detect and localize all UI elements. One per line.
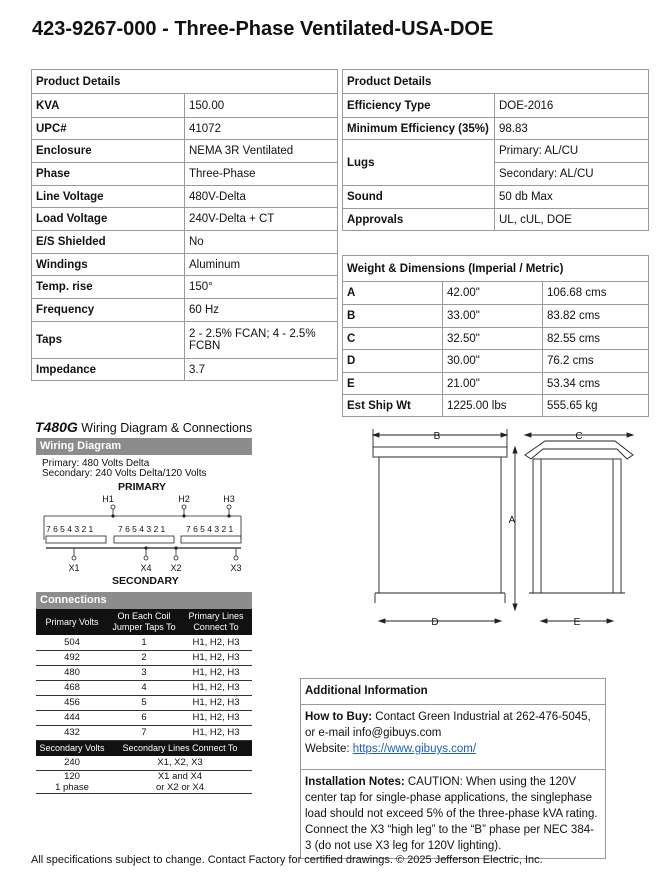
dimension-label: C (343, 328, 443, 350)
product-detail-row (32, 208, 338, 231)
weight-dimensions-header: Weight & Dimensions (Imperial / Metric) (343, 256, 649, 282)
dimension-metric: 76.2 cms (543, 350, 649, 373)
secondary-connection-row (36, 771, 252, 794)
how-to-buy-section (301, 705, 605, 770)
dimension-row (343, 282, 649, 305)
sound-value: 50 db Max (495, 186, 649, 209)
product-detail-label: Windings (32, 254, 185, 276)
wiring-secondary-line: Secondary: 240 Volts Delta/120 Volts (42, 468, 207, 479)
lugs-label: Lugs (343, 140, 495, 186)
primary-connection-cell: 3 (108, 665, 180, 680)
secondary-connection-cell: X1 and X4 or X2 or X4 (108, 771, 252, 794)
product-detail-label: Load Voltage (32, 208, 185, 231)
additional-information-header: Additional Information (301, 679, 605, 705)
dimension-row (343, 350, 649, 373)
website-label: Website: (305, 743, 350, 755)
secondary-header-row (36, 740, 252, 756)
product-detail-value: 41072 (185, 118, 338, 140)
product-detail-value: 60 Hz (185, 299, 338, 322)
primary-connection-cell: 504 (36, 635, 108, 650)
efficiency-type-label: Efficiency Type (343, 94, 495, 118)
dimension-drawing (365, 425, 640, 635)
product-detail-label: Temp. rise (32, 276, 185, 299)
primary-connection-cell: 456 (36, 695, 108, 710)
primary-connection-row (36, 695, 252, 710)
wiring-diagram-bar: Wiring Diagram (36, 438, 252, 455)
primary-header-row (36, 609, 252, 635)
dimension-label-b: B (433, 431, 441, 442)
product-detail-row (32, 276, 338, 299)
product-detail-value: NEMA 3R Ventilated (185, 140, 338, 163)
dimension-imperial: 42.00" (443, 282, 543, 305)
dimension-label: B (343, 305, 443, 328)
how-to-buy-text: Contact Green Industrial at 262-476-5045, or e-mail info@gibuys.com (305, 711, 591, 739)
min-efficiency-label: Minimum Efficiency (35%) (343, 118, 495, 140)
lugs-primary: Primary: AL/CU (495, 140, 649, 163)
product-detail-row (32, 299, 338, 322)
wiring-diagram-graphic (36, 492, 252, 574)
website-link[interactable]: https://www.gibuys.com/ (352, 743, 477, 755)
product-details-table-right (342, 69, 649, 231)
primary-connection-cell: 6 (108, 710, 180, 725)
product-detail-value: 480V-Delta (185, 186, 338, 208)
primary-connection-cell: H1, H2, H3 (180, 710, 252, 725)
wiring-title-suffix: Wiring Diagram & Connections (81, 421, 253, 435)
dimension-imperial: 1225.00 lbs (443, 395, 543, 417)
product-detail-row (32, 118, 338, 140)
dimension-metric: 83.82 cms (543, 305, 649, 328)
product-detail-value: 150.00 (185, 94, 338, 118)
primary-header-cell: Primary Volts (36, 609, 108, 635)
primary-connection-cell: H1, H2, H3 (180, 695, 252, 710)
secondary-header-cell: Secondary Lines Connect To (108, 740, 252, 756)
sound-label: Sound (343, 186, 495, 209)
secondary-header-cell: Secondary Volts (36, 740, 108, 756)
wiring-primary-line: Primary: 480 Volts Delta (42, 458, 150, 469)
product-detail-label: Enclosure (32, 140, 185, 163)
primary-connection-cell: H1, H2, H3 (180, 650, 252, 665)
primary-connection-row (36, 665, 252, 680)
primary-connection-cell: 2 (108, 650, 180, 665)
tap-numbers-coil-3: 7 6 5 4 3 2 1 (186, 524, 234, 534)
installation-notes-text: CAUTION: When using the 120V center tap for single-phase applications, the singlephase load should not exceed 5% of the three-phase kVA rating. Connect the X3 “high leg” to the “B” phase per NEC 384- 3 (do not use X3 leg for 120V lighting). (305, 776, 598, 852)
product-detail-row (32, 231, 338, 254)
terminal-label-x3: X3 (230, 563, 242, 573)
primary-connection-row (36, 635, 252, 650)
additional-information (300, 678, 606, 859)
product-detail-value: 150° (185, 276, 338, 299)
efficiency-type-value: DOE-2016 (495, 94, 649, 118)
primary-connection-cell: H1, H2, H3 (180, 725, 252, 740)
terminal-label-x2: X2 (170, 563, 182, 573)
installation-notes-label: Installation Notes: (305, 776, 405, 788)
product-detail-row (32, 94, 338, 118)
dimension-label: Est Ship Wt (343, 395, 443, 417)
primary-connection-cell: H1, H2, H3 (180, 635, 252, 650)
product-detail-row (32, 186, 338, 208)
primary-connection-row (36, 680, 252, 695)
dimension-metric: 106.68 cms (543, 282, 649, 305)
primary-connection-cell: 492 (36, 650, 108, 665)
wiring-title (35, 419, 252, 435)
wiring-model: T480G (35, 419, 78, 435)
product-detail-row (32, 359, 338, 381)
dimension-label-e: E (573, 617, 581, 628)
dimension-row (343, 373, 649, 395)
installation-notes-section (301, 770, 605, 858)
dimension-label: D (343, 350, 443, 373)
product-details-header: Product Details (32, 70, 338, 94)
dimension-label: E (343, 373, 443, 395)
secondary-label: SECONDARY (112, 575, 179, 587)
product-details-table-left (31, 69, 338, 381)
secondary-connection-cell: X1, X2, X3 (108, 756, 252, 771)
connections-table (36, 609, 252, 794)
product-detail-row (32, 254, 338, 276)
product-detail-row (32, 322, 338, 359)
page-title: 423-9267-000 - Three-Phase Ventilated-USA-DOE (32, 18, 494, 40)
primary-connection-cell: 5 (108, 695, 180, 710)
primary-connection-cell: 444 (36, 710, 108, 725)
dimension-metric: 82.55 cms (543, 328, 649, 350)
primary-connection-cell: H1, H2, H3 (180, 680, 252, 695)
product-detail-label: Line Voltage (32, 186, 185, 208)
primary-header-cell: Primary Lines Connect To (180, 609, 252, 635)
primary-connection-cell: 468 (36, 680, 108, 695)
approvals-label: Approvals (343, 209, 495, 231)
product-detail-value: 240V-Delta + CT (185, 208, 338, 231)
dimension-label: A (343, 282, 443, 305)
dimension-row (343, 328, 649, 350)
tap-numbers-coil-1: 7 6 5 4 3 2 1 (46, 524, 94, 534)
primary-connection-row (36, 650, 252, 665)
primary-label: PRIMARY (118, 481, 167, 493)
connections-bar: Connections (36, 592, 252, 609)
terminal-label-x4: X4 (140, 563, 152, 573)
dimension-metric: 53.34 cms (543, 373, 649, 395)
dimension-label-d: D (431, 617, 439, 628)
product-detail-value: 3.7 (185, 359, 338, 381)
footer-disclaimer: All specifications subject to change. Contact Factory for certified drawings. © 2025 Jefferson Electric, Inc. (31, 854, 543, 866)
primary-connection-cell: H1, H2, H3 (180, 665, 252, 680)
dimension-imperial: 33.00" (443, 305, 543, 328)
terminal-label-h1: H1 (102, 494, 114, 504)
dimension-label-c: C (575, 431, 583, 442)
product-detail-label: E/S Shielded (32, 231, 185, 254)
dimension-imperial: 32.50" (443, 328, 543, 350)
terminal-label-h3: H3 (223, 494, 235, 504)
product-detail-value: 2 - 2.5% FCAN; 4 - 2.5% FCBN (185, 322, 338, 359)
primary-header-cell: On Each Coil Jumper Taps To (108, 609, 180, 635)
product-detail-label: Frequency (32, 299, 185, 322)
dimension-label-a: A (508, 515, 516, 526)
terminal-label-h2: H2 (178, 494, 190, 504)
product-detail-row (32, 140, 338, 163)
product-detail-value: Aluminum (185, 254, 338, 276)
primary-connection-cell: 432 (36, 725, 108, 740)
approvals-value: UL, cUL, DOE (495, 209, 649, 231)
secondary-connection-row (36, 756, 252, 771)
primary-connection-row (36, 710, 252, 725)
product-detail-row (32, 163, 338, 186)
primary-connection-cell: 480 (36, 665, 108, 680)
dimension-metric: 555.65 kg (543, 395, 649, 417)
product-detail-label: Taps (32, 322, 185, 359)
primary-connection-cell: 7 (108, 725, 180, 740)
product-detail-label: Impedance (32, 359, 185, 381)
dimension-row (343, 395, 649, 417)
secondary-connection-cell: 240 (36, 756, 108, 771)
lugs-secondary: Secondary: AL/CU (495, 163, 649, 186)
primary-connection-row (36, 725, 252, 740)
product-details-header: Product Details (343, 70, 649, 94)
primary-connection-cell: 1 (108, 635, 180, 650)
min-efficiency-value: 98.83 (495, 118, 649, 140)
terminal-label-x1: X1 (68, 563, 80, 573)
product-detail-value: Three-Phase (185, 163, 338, 186)
dimension-imperial: 21.00" (443, 373, 543, 395)
product-detail-label: UPC# (32, 118, 185, 140)
weight-dimensions-table (342, 255, 649, 417)
primary-connection-cell: 4 (108, 680, 180, 695)
secondary-connection-cell: 120 1 phase (36, 771, 108, 794)
dimension-row (343, 305, 649, 328)
tap-numbers-coil-2: 7 6 5 4 3 2 1 (118, 524, 166, 534)
dimension-imperial: 30.00" (443, 350, 543, 373)
product-detail-label: KVA (32, 94, 185, 118)
product-detail-value: No (185, 231, 338, 254)
how-to-buy-label: How to Buy: (305, 711, 373, 723)
product-detail-label: Phase (32, 163, 185, 186)
